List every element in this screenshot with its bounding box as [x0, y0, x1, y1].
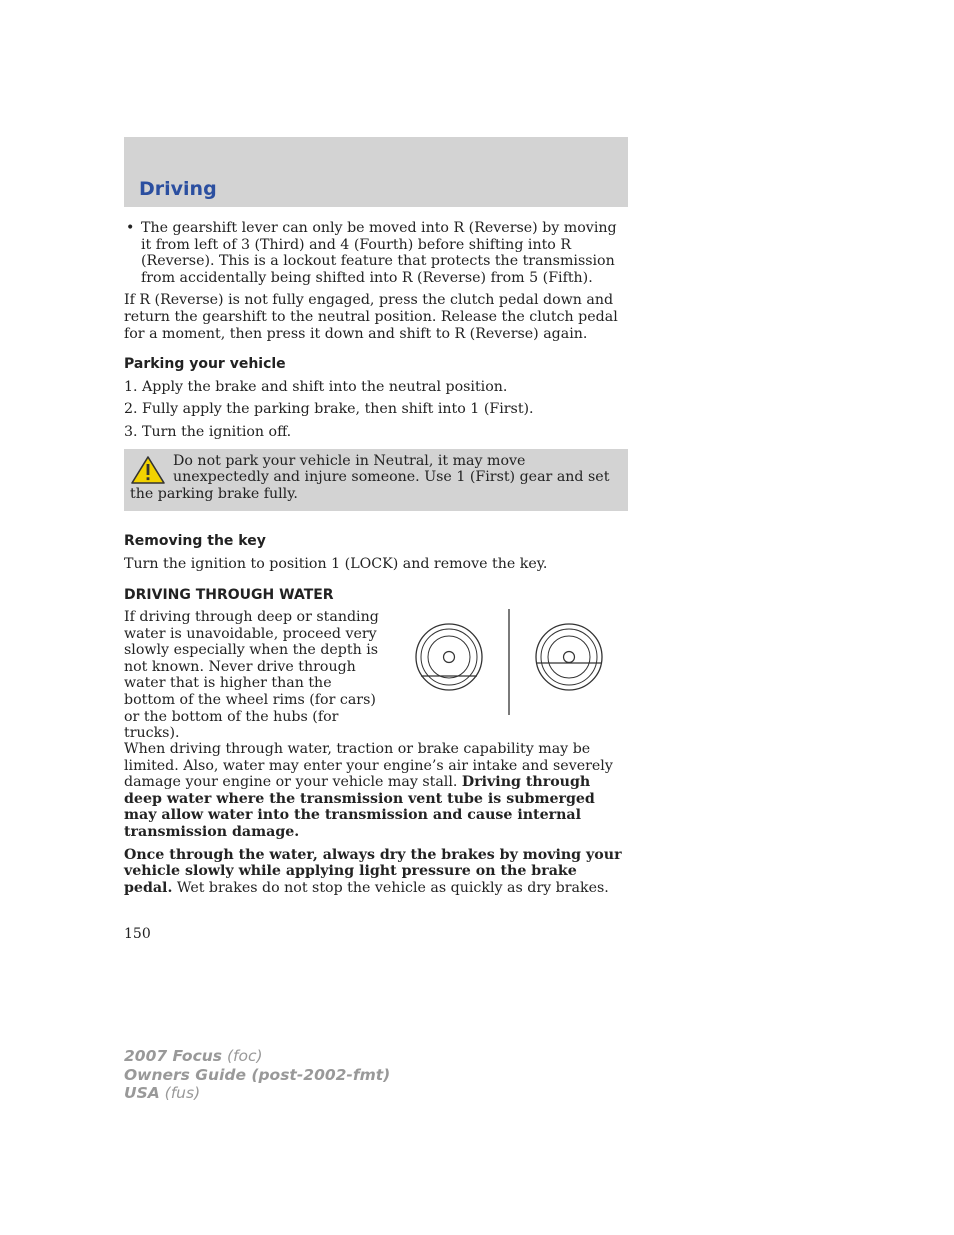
water-intro: If driving through deep or standing water is unavoidable, proceed very slowly especially when the depth is not known. Never drive through water that is higher than the bottom of the wheel rims (for cars) or the bottom of the hubs (for trucks).	[124, 609, 379, 742]
page-content	[124, 220, 628, 902]
warning-text: Do not park your vehicle in Neutral, it may move unexpectedly and injure someone. Use 1 (First) gear and set the parking brake fully.	[130, 452, 610, 502]
document-footer	[124, 1047, 390, 1103]
removing-key-text: Turn the ignition to position 1 (LOCK) and remove the key.	[124, 555, 548, 572]
footer-line-3: USA (fus)	[124, 1084, 201, 1102]
water-heading: DRIVING THROUGH WATER	[124, 586, 334, 603]
bullet-marker: •	[126, 220, 135, 236]
gearshift-bullet	[124, 220, 628, 286]
bullet-text: The gearshift lever can only be moved into R (Reverse) by moving it from left of 3 (Third) and 4 (Fourth) before shifting into R (Reverse). This is a lockout feature that protects the transmission from accidentally being shifted into R (Reverse) from 5 (Fifth).	[141, 220, 617, 286]
parking-step-2: 2. Fully apply the parking brake, then shift into 1 (First).	[124, 401, 534, 418]
page-number: 150	[124, 926, 151, 942]
water-intro-row	[124, 609, 628, 741]
water-para-2: Once through the water, always dry the brakes by moving your vehicle slowly while applying light pressure on the brake pedal. Wet brakes do not stop the vehicle as quickly as dry brakes.	[124, 846, 622, 896]
reverse-note: If R (Reverse) is not fully engaged, press the clutch pedal down and return the gearshift to the neutral position. Release the clutch pedal for a moment, then press it down and shift to R (Reverse) again.	[124, 292, 618, 342]
footer-line-1: 2007 Focus (foc)	[124, 1047, 263, 1065]
water-para-1: When driving through water, traction or brake capability may be limited. Also, water may enter your engine’s air intake and severely damage your engine or your vehicle may stall. Driving through deep water where the transmission vent tube is submerged may allow water into the transmission and cause internal transmission damage.	[124, 741, 613, 841]
section-header	[124, 137, 628, 207]
truck-wheel-hub	[536, 624, 602, 690]
wheel-depth-illustration	[412, 603, 612, 715]
warning-box	[124, 449, 628, 512]
parking-step-1: 1. Apply the brake and shift into the neutral position.	[124, 378, 508, 395]
section-title: Driving	[139, 178, 217, 200]
car-wheel-rim	[416, 624, 482, 690]
parking-step-3: 3. Turn the ignition off.	[124, 423, 292, 440]
warning-triangle-icon	[130, 455, 166, 485]
footer-line-2: Owners Guide (post-2002-fmt)	[124, 1065, 391, 1084]
removing-key-heading: Removing the key	[124, 533, 266, 550]
parking-heading: Parking your vehicle	[124, 356, 286, 373]
